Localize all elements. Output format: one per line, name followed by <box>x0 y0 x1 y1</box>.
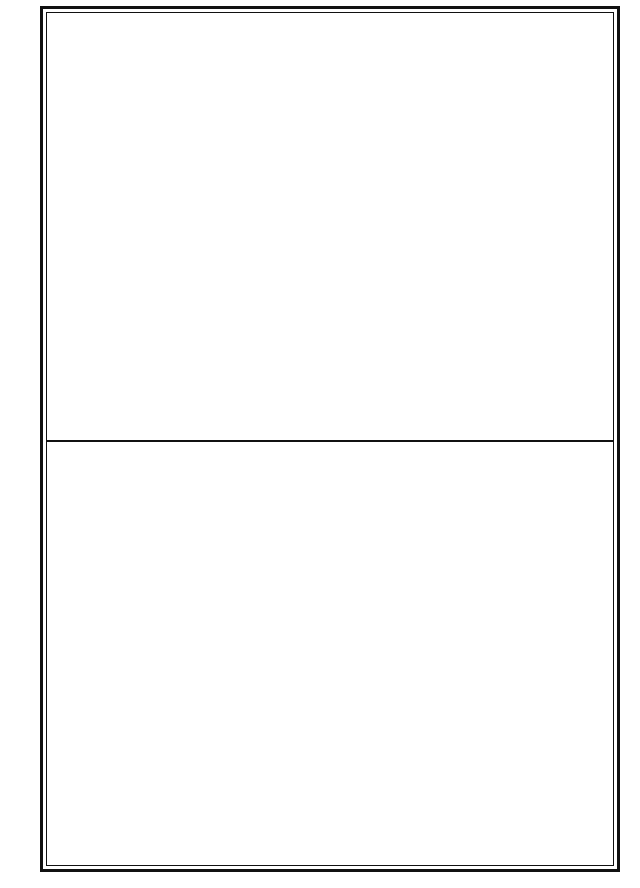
upper-text-panel <box>52 16 608 436</box>
lower-text-panel <box>52 446 608 862</box>
panel-divider <box>46 440 614 442</box>
